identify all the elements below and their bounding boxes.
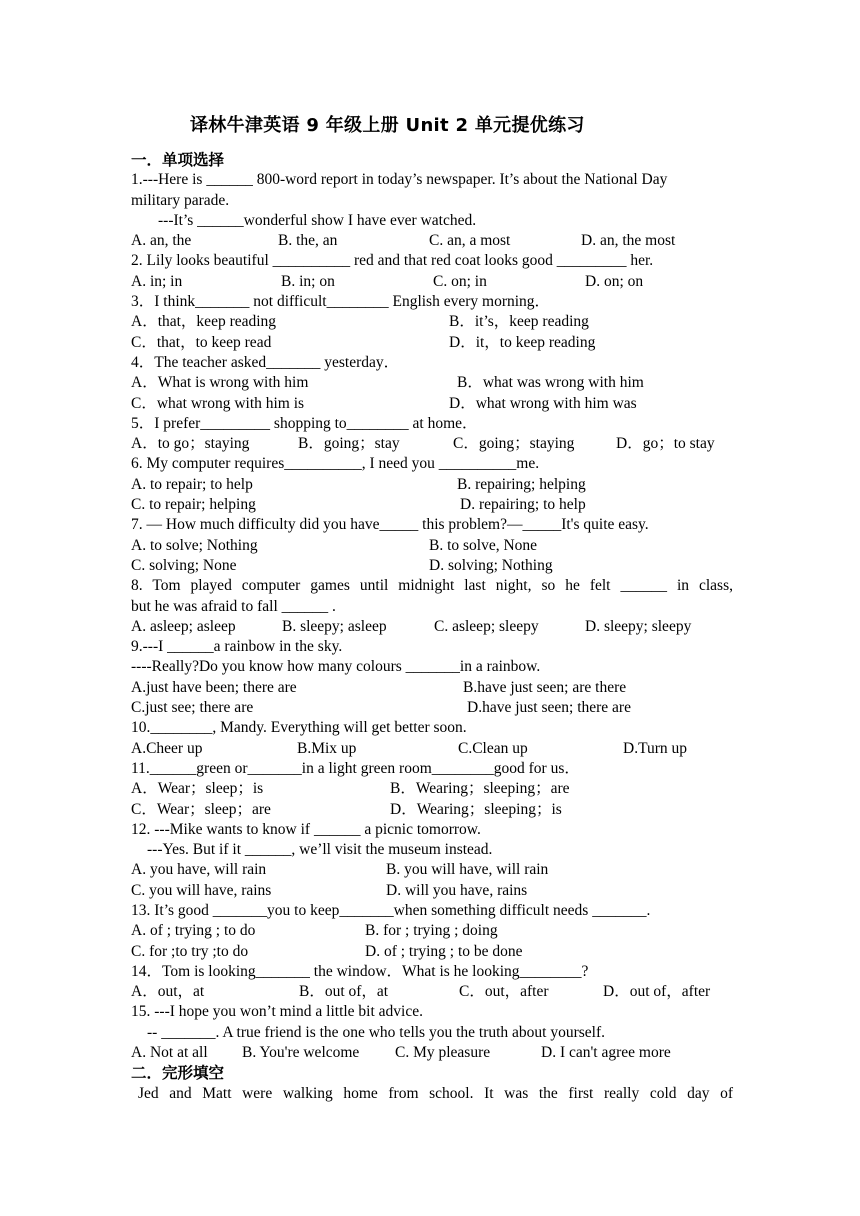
options-row xyxy=(131,800,733,820)
option-d: D．it，to keep reading xyxy=(449,333,596,351)
option-d: D．Wearing；sleeping；is xyxy=(390,800,562,818)
question-text: -- _______. A true friend is the one who tells you the truth about yourself. xyxy=(147,1023,606,1041)
option-b: B. to solve, None xyxy=(429,536,538,554)
option-a: A.Cheer up xyxy=(131,739,203,757)
question-5 xyxy=(131,414,733,455)
page-title: 译林牛津英语 9 年级上册 Unit 2 单元提优练习 xyxy=(190,115,585,136)
options-row xyxy=(131,881,733,901)
question-text: ---It’s ______wonderful show I have ever watched. xyxy=(158,211,477,229)
section-heading-single-choice: 一．单项选择 xyxy=(131,151,225,169)
option-a: A．out，at xyxy=(131,983,205,1001)
option-c: C．what wrong with him is xyxy=(131,394,305,412)
question-text: 15. ---I hope you won’t mind a little bit advice. xyxy=(131,1003,423,1021)
option-c: C. solving; None xyxy=(131,556,237,574)
options-row xyxy=(131,272,733,292)
option-d: D．what wrong with him was xyxy=(449,394,637,412)
option-b: B．Wearing；sleeping；are xyxy=(390,780,570,798)
question-text: 3．I think_______ not difficult________ English every morning． xyxy=(131,293,551,311)
question-1 xyxy=(131,170,733,251)
section-heading-cloze: 二．完形填空 xyxy=(131,1064,225,1083)
question-3 xyxy=(131,292,733,353)
question-text: 5．I prefer_________ shopping to________ at home． xyxy=(131,414,478,432)
question-text: 12. ---Mike wants to know if ______ a picnic tomorrow. xyxy=(131,820,481,838)
question-text: 11.______green or_______in a light green room________good for us． xyxy=(131,759,580,777)
options-row xyxy=(131,434,733,454)
option-a: A. asleep; asleep xyxy=(131,617,236,635)
options-row xyxy=(131,312,733,332)
option-d: D. sleepy; sleepy xyxy=(585,617,692,635)
option-c: C.Clean up xyxy=(458,739,528,757)
options-row xyxy=(131,779,733,799)
question-10 xyxy=(131,718,733,759)
option-a: A. Not at all xyxy=(131,1044,208,1062)
question-4 xyxy=(131,353,733,414)
option-d: D. an, the most xyxy=(581,232,676,250)
option-c: C. My pleasure xyxy=(395,1044,491,1062)
option-c: C. asleep; sleepy xyxy=(434,617,539,635)
question-text: 6. My computer requires__________, I need you __________me. xyxy=(131,455,540,473)
option-a: A. an, the xyxy=(131,232,192,250)
option-b: B．out of，at xyxy=(299,983,389,1001)
option-c: C. on; in xyxy=(433,272,487,290)
option-b: B.Mix up xyxy=(297,739,357,757)
option-b: B. you will have, will rain xyxy=(386,861,549,879)
option-c: C. you will have, rains xyxy=(131,881,272,899)
question-text: 8. Tom played computer games until midnight last night, so he felt ______ in class, xyxy=(131,577,733,595)
option-d: D.have just seen; there are xyxy=(467,699,631,717)
options-row xyxy=(131,921,733,941)
option-d: D. I can't agree more xyxy=(541,1044,671,1062)
option-d: D. solving; Nothing xyxy=(429,556,553,574)
question-12 xyxy=(131,820,733,901)
option-b: B. repairing; helping xyxy=(457,475,586,493)
cloze-paragraph: Jed and Matt were walking home from school. It was the first really cold day of xyxy=(138,1084,733,1102)
option-a: A. to solve; Nothing xyxy=(131,536,258,554)
question-9 xyxy=(131,637,733,718)
options-row xyxy=(131,1043,733,1063)
option-b: B．what was wrong with him xyxy=(457,374,644,392)
option-a: A．to go；staying xyxy=(131,435,250,453)
question-text: 10.________, Mandy. Everything will get better soon. xyxy=(131,719,467,737)
option-c: C. for ;to try ;to do xyxy=(131,942,249,960)
option-d: D．out of，after xyxy=(603,983,711,1001)
option-c: C．out，after xyxy=(459,983,549,1001)
option-b: B．it’s，keep reading xyxy=(449,313,589,331)
question-text: 2. Lily looks beautiful __________ red and that red coat looks good _________ her. xyxy=(131,252,654,270)
question-text: 9.---I ______a rainbow in the sky. xyxy=(131,638,343,656)
option-d: D. repairing; to help xyxy=(460,496,586,514)
options-row xyxy=(131,394,733,414)
question-7 xyxy=(131,515,733,576)
option-b: B. in; on xyxy=(281,272,335,290)
option-a: A.just have been; there are xyxy=(131,678,297,696)
options-row xyxy=(131,678,733,698)
options-row xyxy=(131,617,733,637)
question-text: but he was afraid to fall ______ . xyxy=(131,597,336,615)
options-row xyxy=(131,942,733,962)
question-8 xyxy=(131,576,733,637)
document-body xyxy=(131,150,733,1104)
options-row xyxy=(131,495,733,515)
options-row xyxy=(131,556,733,576)
question-text: ---Yes. But if it ______, we’ll visit the museum instead. xyxy=(147,841,493,859)
option-c: C. an, a most xyxy=(429,232,511,250)
option-a: A．What is wrong with him xyxy=(131,374,309,392)
option-d: D.Turn up xyxy=(623,739,688,757)
options-row xyxy=(131,333,733,353)
options-row xyxy=(131,982,733,1002)
option-a: A．that，keep reading xyxy=(131,313,277,331)
options-row xyxy=(131,373,733,393)
options-row xyxy=(131,231,733,251)
option-a: A．Wear；sleep；is xyxy=(131,780,264,798)
question-text: 14．Tom is looking_______ the window．What is he looking________? xyxy=(131,962,589,980)
options-row xyxy=(131,536,733,556)
option-d: D. of ; trying ; to be done xyxy=(365,942,523,960)
option-b: B. the, an xyxy=(278,232,338,250)
options-row xyxy=(131,739,733,759)
option-b: B. You're welcome xyxy=(242,1044,360,1062)
question-2 xyxy=(131,251,733,292)
option-b: B. sleepy; asleep xyxy=(282,617,387,635)
option-d: D．go；to stay xyxy=(616,435,715,453)
option-a: A. in; in xyxy=(131,272,183,290)
option-c: C. to repair; helping xyxy=(131,496,256,514)
options-row xyxy=(131,698,733,718)
option-b: B.have just seen; are there xyxy=(463,678,627,696)
option-c: C．Wear；sleep；are xyxy=(131,800,271,818)
question-11 xyxy=(131,759,733,820)
question-13 xyxy=(131,901,733,962)
option-a: A. of ; trying ; to do xyxy=(131,922,256,940)
option-b: B．going；stay xyxy=(298,435,400,453)
question-text: 1.---Here is ______ 800-word report in today’s newspaper. It’s about the National Day xyxy=(131,171,668,189)
question-14 xyxy=(131,962,733,1003)
question-text: 13. It’s good _______you to keep_______when something difficult needs _______. xyxy=(131,901,651,919)
options-row xyxy=(131,475,733,495)
question-text: ----Really?Do you know how many colours _______in a rainbow. xyxy=(131,658,541,676)
options-row xyxy=(131,860,733,880)
option-a: A. to repair; to help xyxy=(131,475,253,493)
question-text: military parade. xyxy=(131,191,230,209)
question-6 xyxy=(131,454,733,515)
option-d: D. on; on xyxy=(585,272,644,290)
option-a: A. you have, will rain xyxy=(131,861,267,879)
option-b: B. for ; trying ; doing xyxy=(365,922,498,940)
option-c: C．going；staying xyxy=(453,435,575,453)
option-c: C．that，to keep read xyxy=(131,333,272,351)
question-text: 7. — How much difficulty did you have_____ this problem?—_____It's quite easy. xyxy=(131,516,649,534)
option-c: C.just see; there are xyxy=(131,699,254,717)
question-text: 4．The teacher asked_______ yesterday． xyxy=(131,353,400,371)
option-d: D. will you have, rains xyxy=(386,881,528,899)
question-15 xyxy=(131,1002,733,1063)
